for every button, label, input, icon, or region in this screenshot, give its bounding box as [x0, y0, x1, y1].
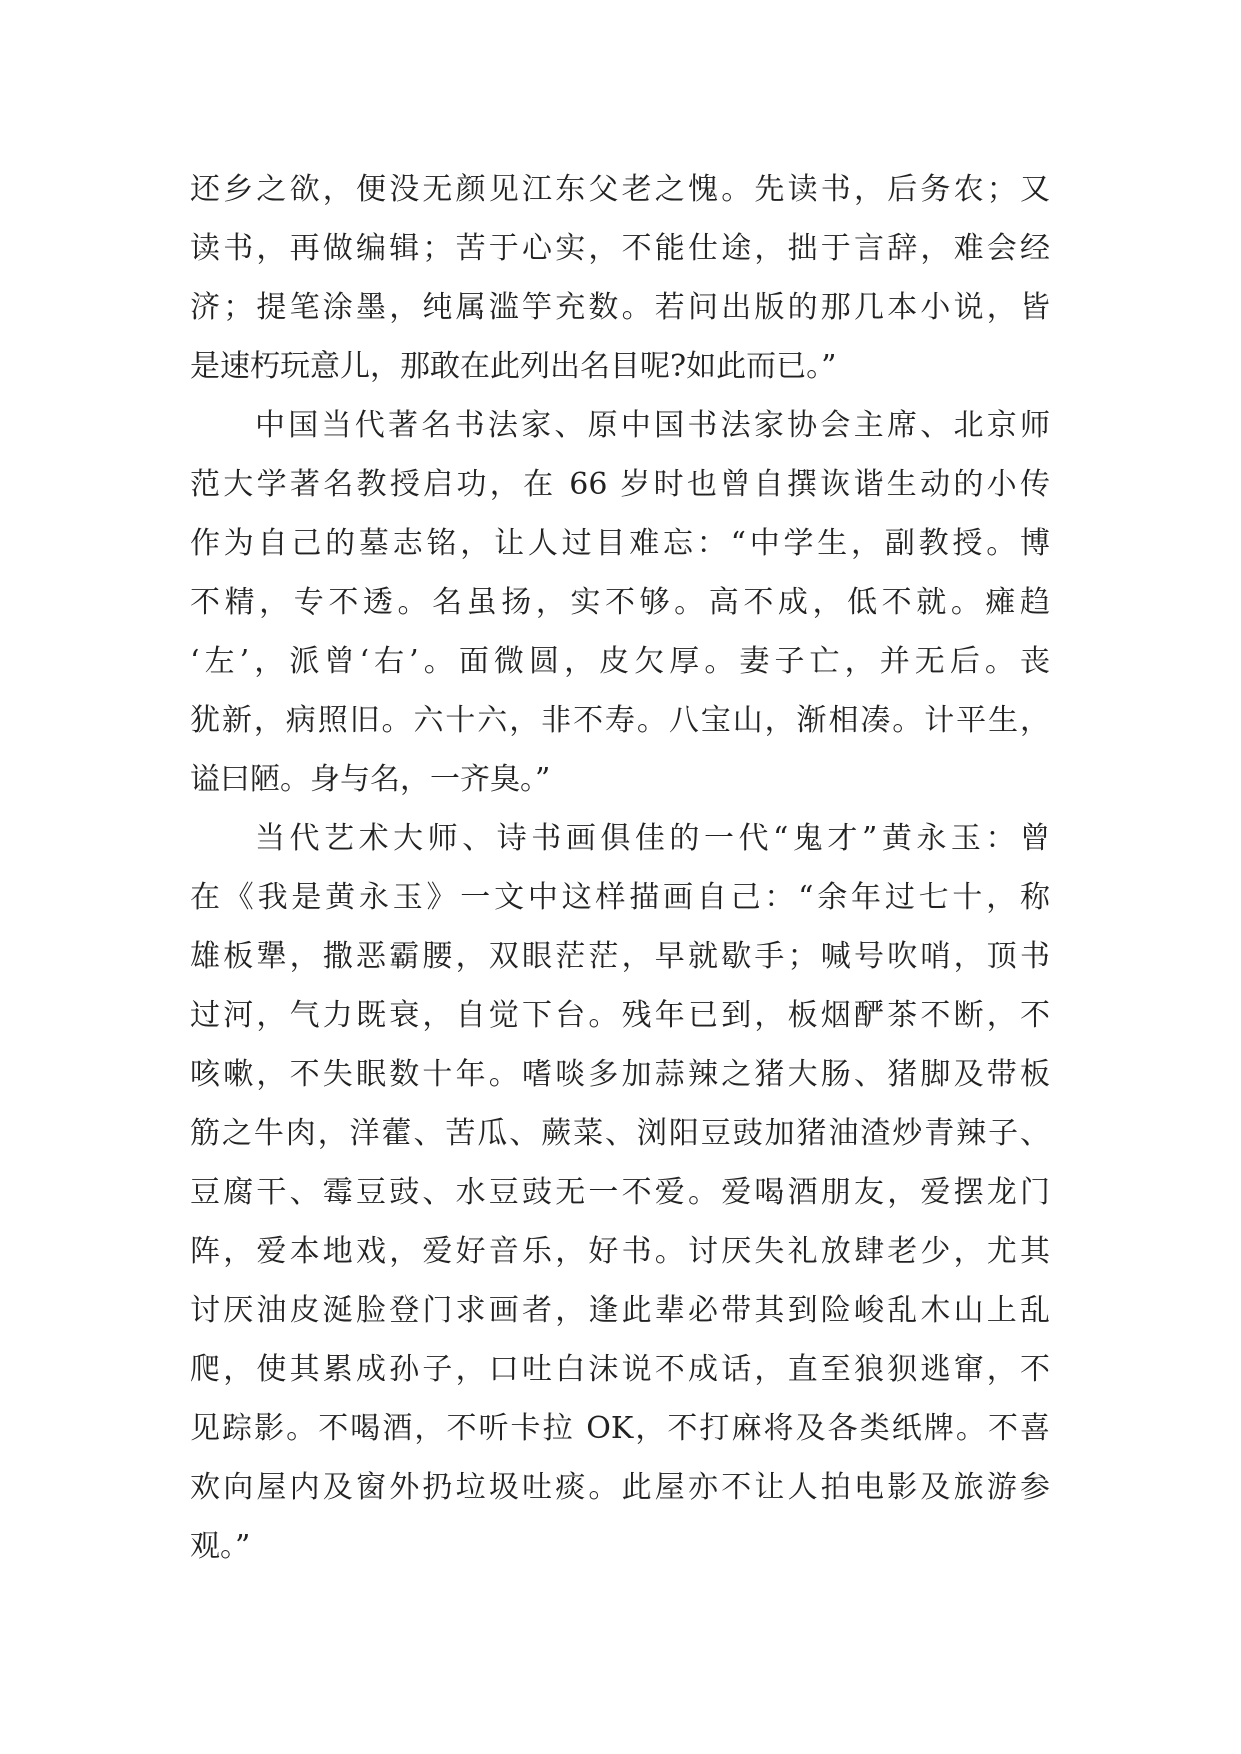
- text-line: ‘左’，派曾‘右’。面微圆，皮欠厚。妻子亡，并无后。丧: [190, 644, 1050, 679]
- text-line: 筋之牛肉，洋藿、苦瓜、蕨菜、浏阳豆豉加猪油渣炒青辣子、: [190, 1116, 1050, 1151]
- text-line: 在《我是黄永玉》一文中这样描画自己：“余年过七十，称: [190, 880, 1050, 915]
- text-line: 范大学著名教授启功，在 66 岁时也曾自撰诙谐生动的小传: [190, 467, 1050, 502]
- text-line: 济；提笔涂墨，纯属滥竽充数。若问出版的那几本小说，皆: [190, 290, 1050, 325]
- text-line: 豆腐干、霉豆豉、水豆豉无一不爱。爱喝酒朋友，爱摆龙门: [190, 1175, 1050, 1210]
- paragraph-3: [190, 809, 1050, 1576]
- text-line: 雄板犟，撒恶霸腰，双眼茫茫，早就歇手；喊号吹哨，顶书: [190, 939, 1050, 974]
- text-line: 欢向屋内及窗外扔垃圾吐痰。此屋亦不让人拍电影及旅游参: [190, 1470, 1050, 1505]
- text-line: 观。”: [190, 1529, 251, 1564]
- text-line: 见踪影。不喝酒，不听卡拉 OK，不打麻将及各类纸牌。不喜: [190, 1411, 1050, 1446]
- paragraph-2: [190, 396, 1050, 809]
- text-line: 讨厌油皮涎脸登门求画者，逢此辈必带其到险峻乱木山上乱: [190, 1293, 1050, 1328]
- text-line: 中国当代著名书法家、原中国书法家协会主席、北京师: [255, 408, 1050, 443]
- body-text: [190, 160, 1050, 1576]
- text-line: 过河，气力既衰，自觉下台。残年已到，板烟酽茶不断，不: [190, 998, 1050, 1033]
- text-line: 爬，使其累成孙子，口吐白沫说不成话，直至狼狈逃窜，不: [190, 1352, 1050, 1387]
- text-line: 还乡之欲，便没无颜见江东父老之愧。先读书，后务农；又: [190, 172, 1050, 207]
- text-line: 阵，爱本地戏，爱好音乐，好书。讨厌失礼放肆老少，尤其: [190, 1234, 1050, 1269]
- text-line: 不精，专不透。名虽扬，实不够。高不成，低不就。瘫趋: [190, 585, 1050, 620]
- text-line: 谥曰陋。身与名，一齐臭。”: [190, 762, 551, 797]
- text-line: 咳嗽，不失眠数十年。嗜啖多加蒜辣之猪大肠、猪脚及带板: [190, 1057, 1050, 1092]
- text-line: 当代艺术大师、诗书画俱佳的一代“鬼才”黄永玉：曾: [255, 821, 1050, 856]
- text-line: 作为自己的墓志铭，让人过目难忘：“中学生，副教授。博: [190, 526, 1050, 561]
- text-line: 读书，再做编辑；苦于心实，不能仕途，拙于言辞，难会经: [190, 231, 1050, 266]
- text-line: 犹新，病照旧。六十六，非不寿。八宝山，渐相凑。计平生，: [190, 703, 1050, 738]
- text-line: 是速朽玩意儿，那敢在此列出名目呢?如此而已。”: [190, 349, 837, 384]
- paragraph-1: [190, 160, 1050, 396]
